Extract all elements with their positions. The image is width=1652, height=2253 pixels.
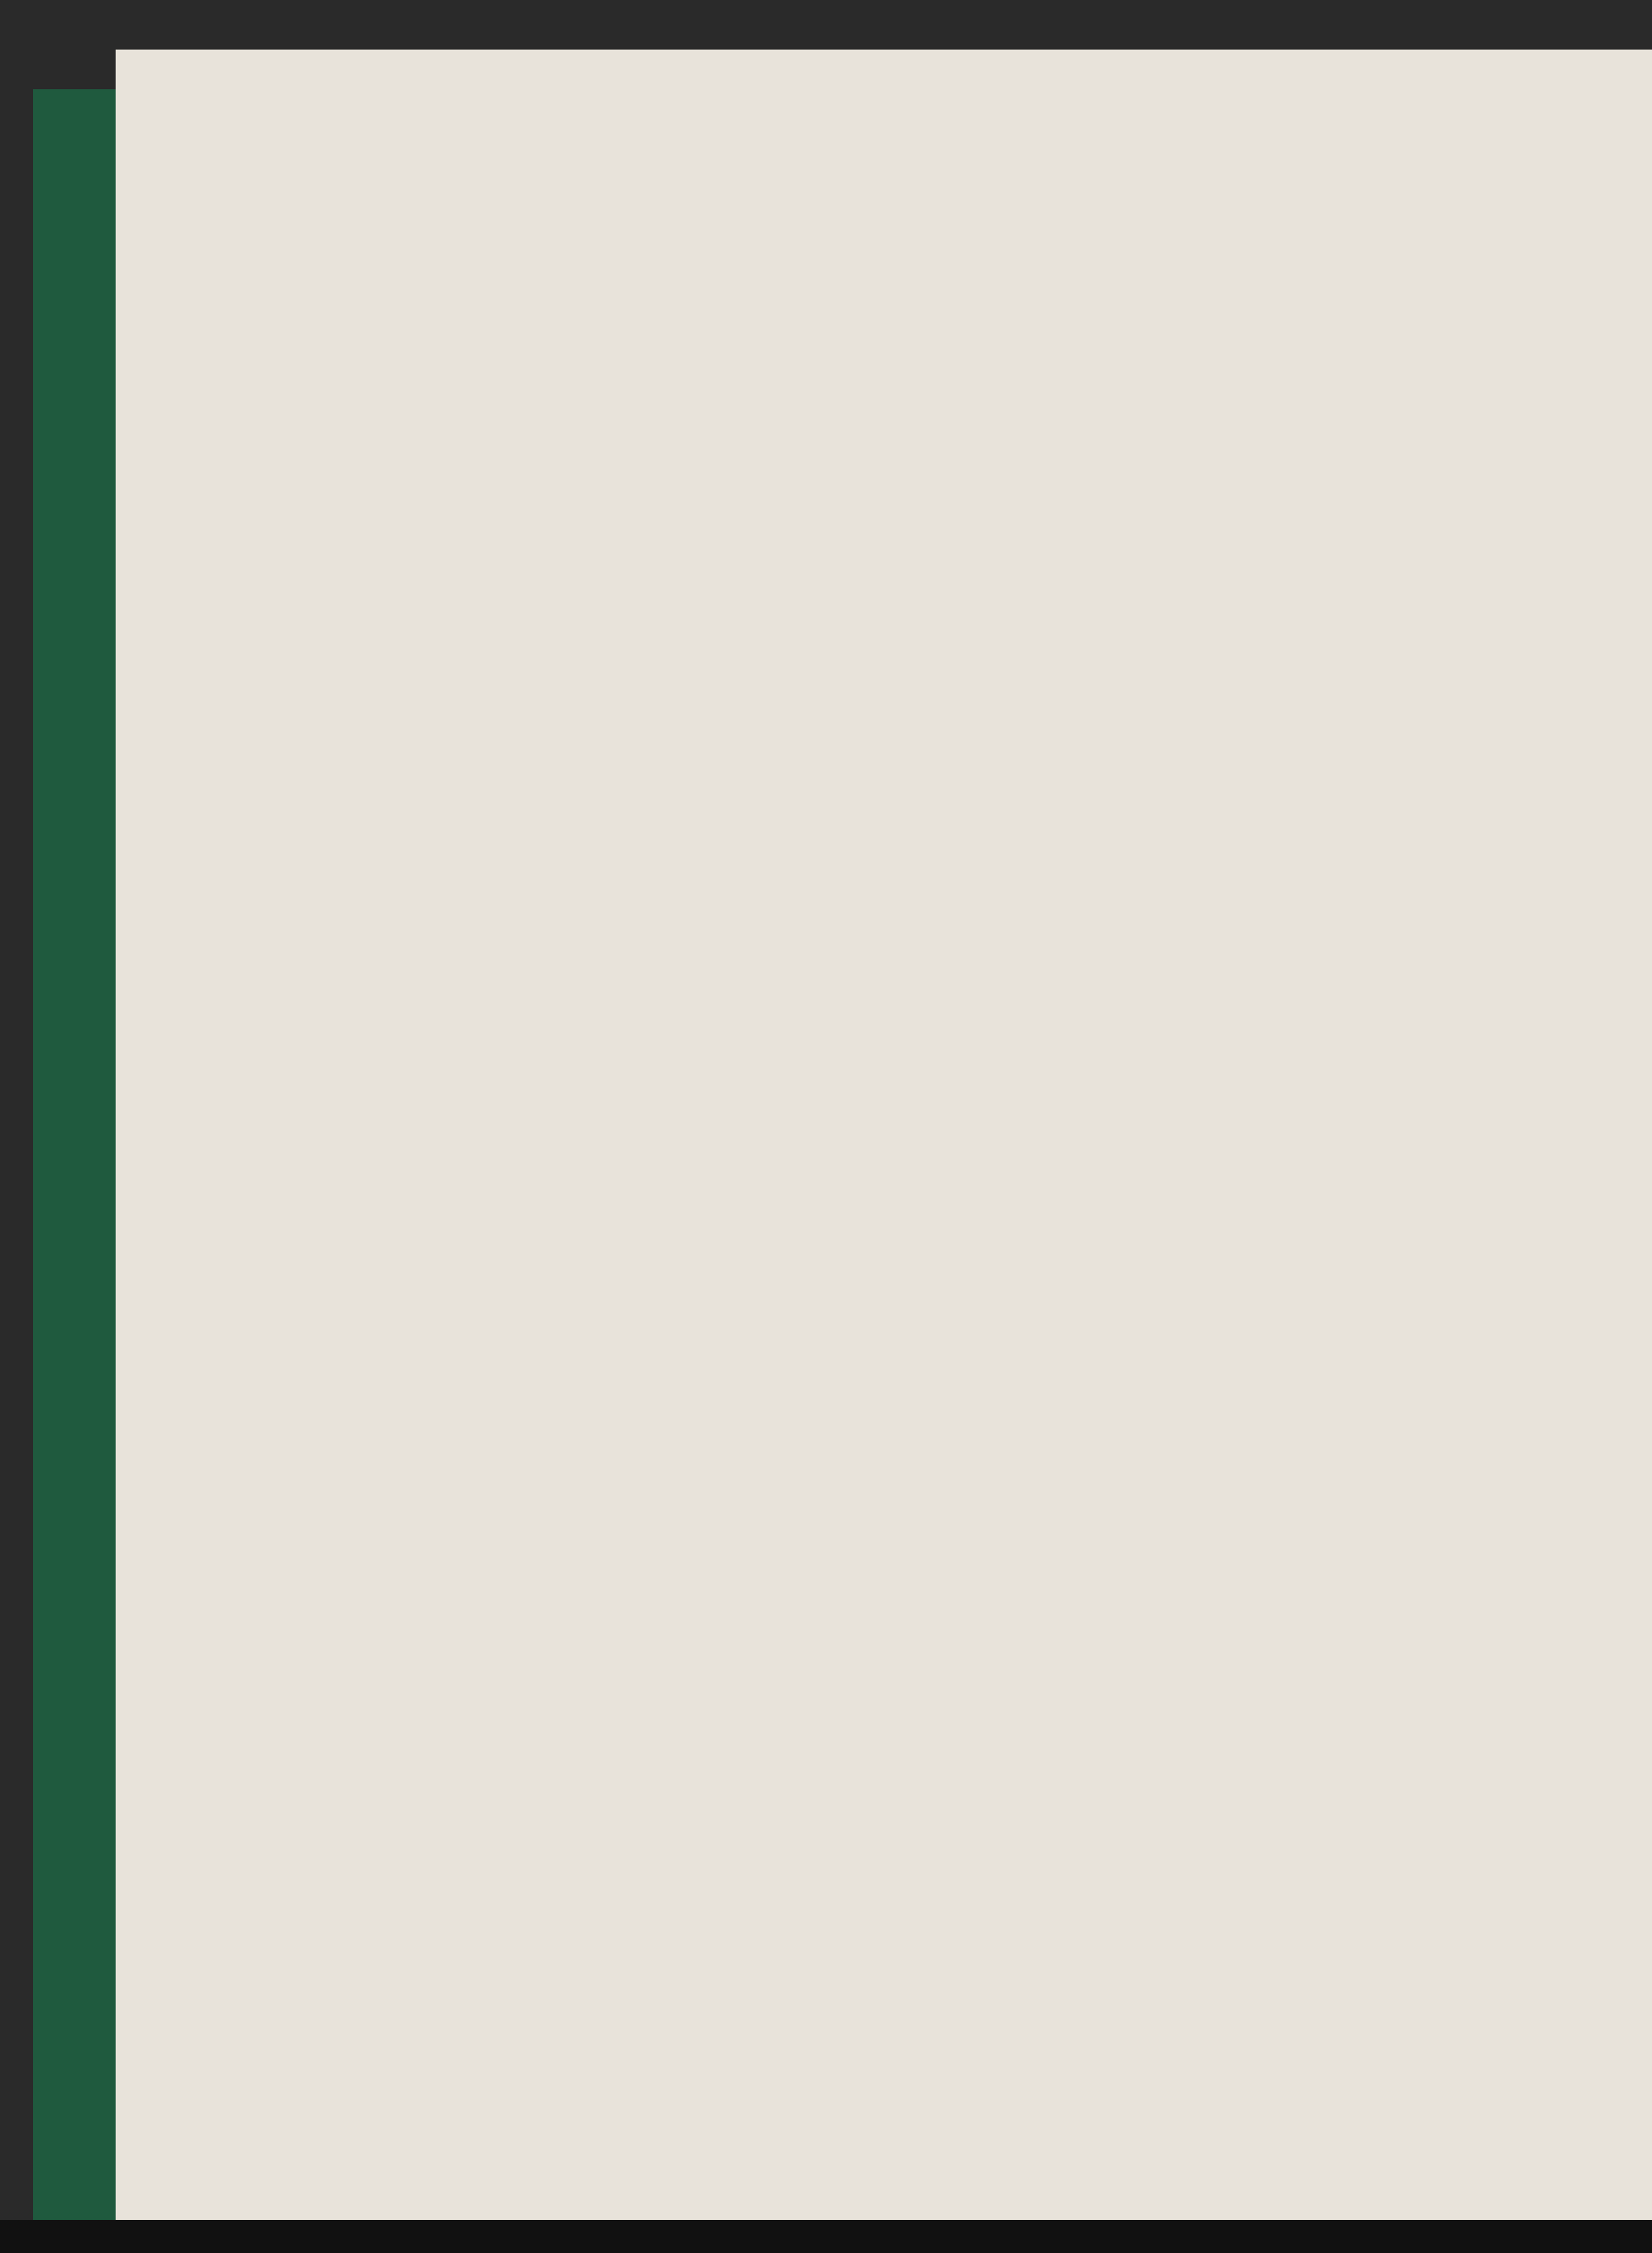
credit-bar [0,2220,1652,2253]
book-page [116,50,1652,2231]
